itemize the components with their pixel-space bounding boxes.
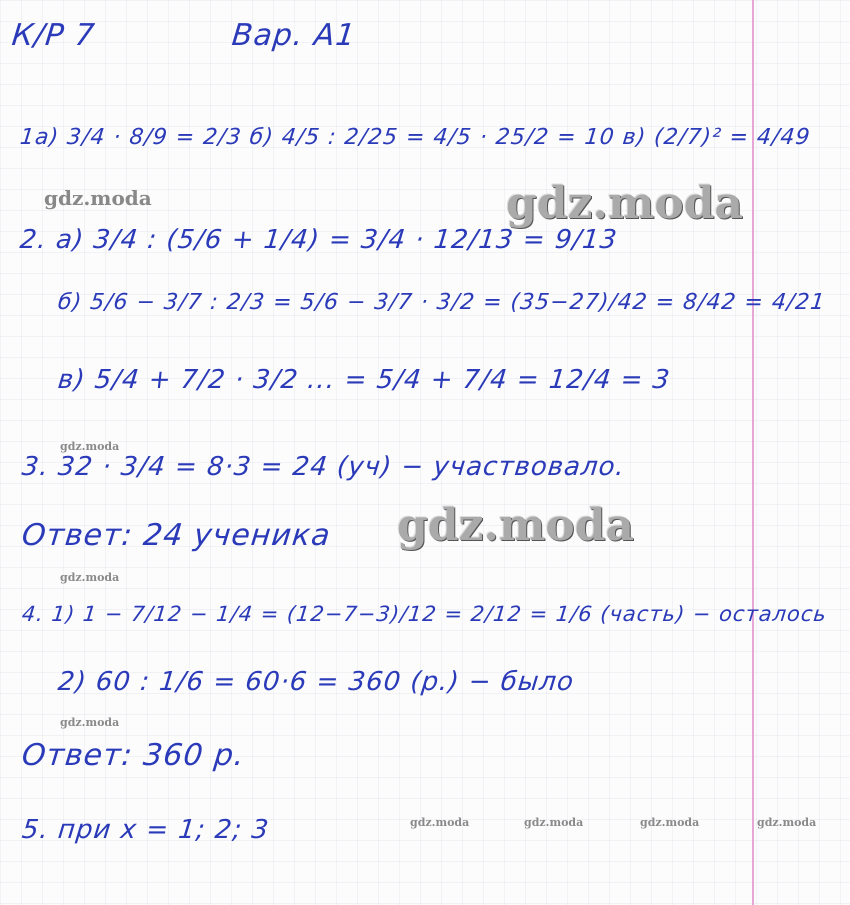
task-4-step-1: 4. 1) 1 − 7/12 − 1/4 = (12−7−3)/12 = 2/12 = 1/6 (часть) − осталось (20, 602, 829, 626)
watermark: gdz.moda (410, 816, 470, 829)
watermark: gdz.moda (524, 816, 584, 829)
watermark: gdz.moda (640, 816, 700, 829)
task-3-line: 3. 32 · 3/4 = 8·3 = 24 (уч) − участвовало. (20, 452, 627, 482)
variant-label: Вар. А1 (230, 18, 358, 53)
watermark: gdz.moda (60, 571, 120, 584)
watermark: gdz.moda (60, 716, 120, 729)
watermark: gdz.moda (60, 440, 120, 453)
task-5-line: 5. при x = 1; 2; 3 (20, 815, 271, 845)
task-2v-line: в) 5/4 + 7/2 · 3/2 ... = 5/4 + 7/4 = 12/4 = 3 (56, 365, 672, 395)
watermark: gdz.moda (44, 186, 152, 210)
task-4-step-2: 2) 60 : 1/6 = 60·6 = 360 (р.) − было (56, 667, 576, 697)
task-1-line: 1а) 3/4 · 8/9 = 2/3 б) 4/5 : 2/25 = 4/5 · 25/2 = 10 в) (2/7)² = 4/49 (18, 125, 812, 150)
work-title: К/Р 7 (10, 18, 97, 53)
task-3-answer: Ответ: 24 ученика (20, 518, 333, 553)
task-2a-line: 2. а) 3/4 : (5/6 + 1/4) = 3/4 · 12/13 = 9/13 (18, 225, 619, 255)
task-2b-line: б) 5/6 − 3/7 : 2/3 = 5/6 − 3/7 · 3/2 = (35−27)/42 = 8/42 = 4/21 (56, 290, 827, 315)
watermark: gdz.moda (506, 178, 744, 229)
watermark: gdz.moda (397, 500, 635, 551)
watermark: gdz.moda (757, 816, 817, 829)
task-4-answer: Ответ: 360 р. (20, 738, 247, 773)
